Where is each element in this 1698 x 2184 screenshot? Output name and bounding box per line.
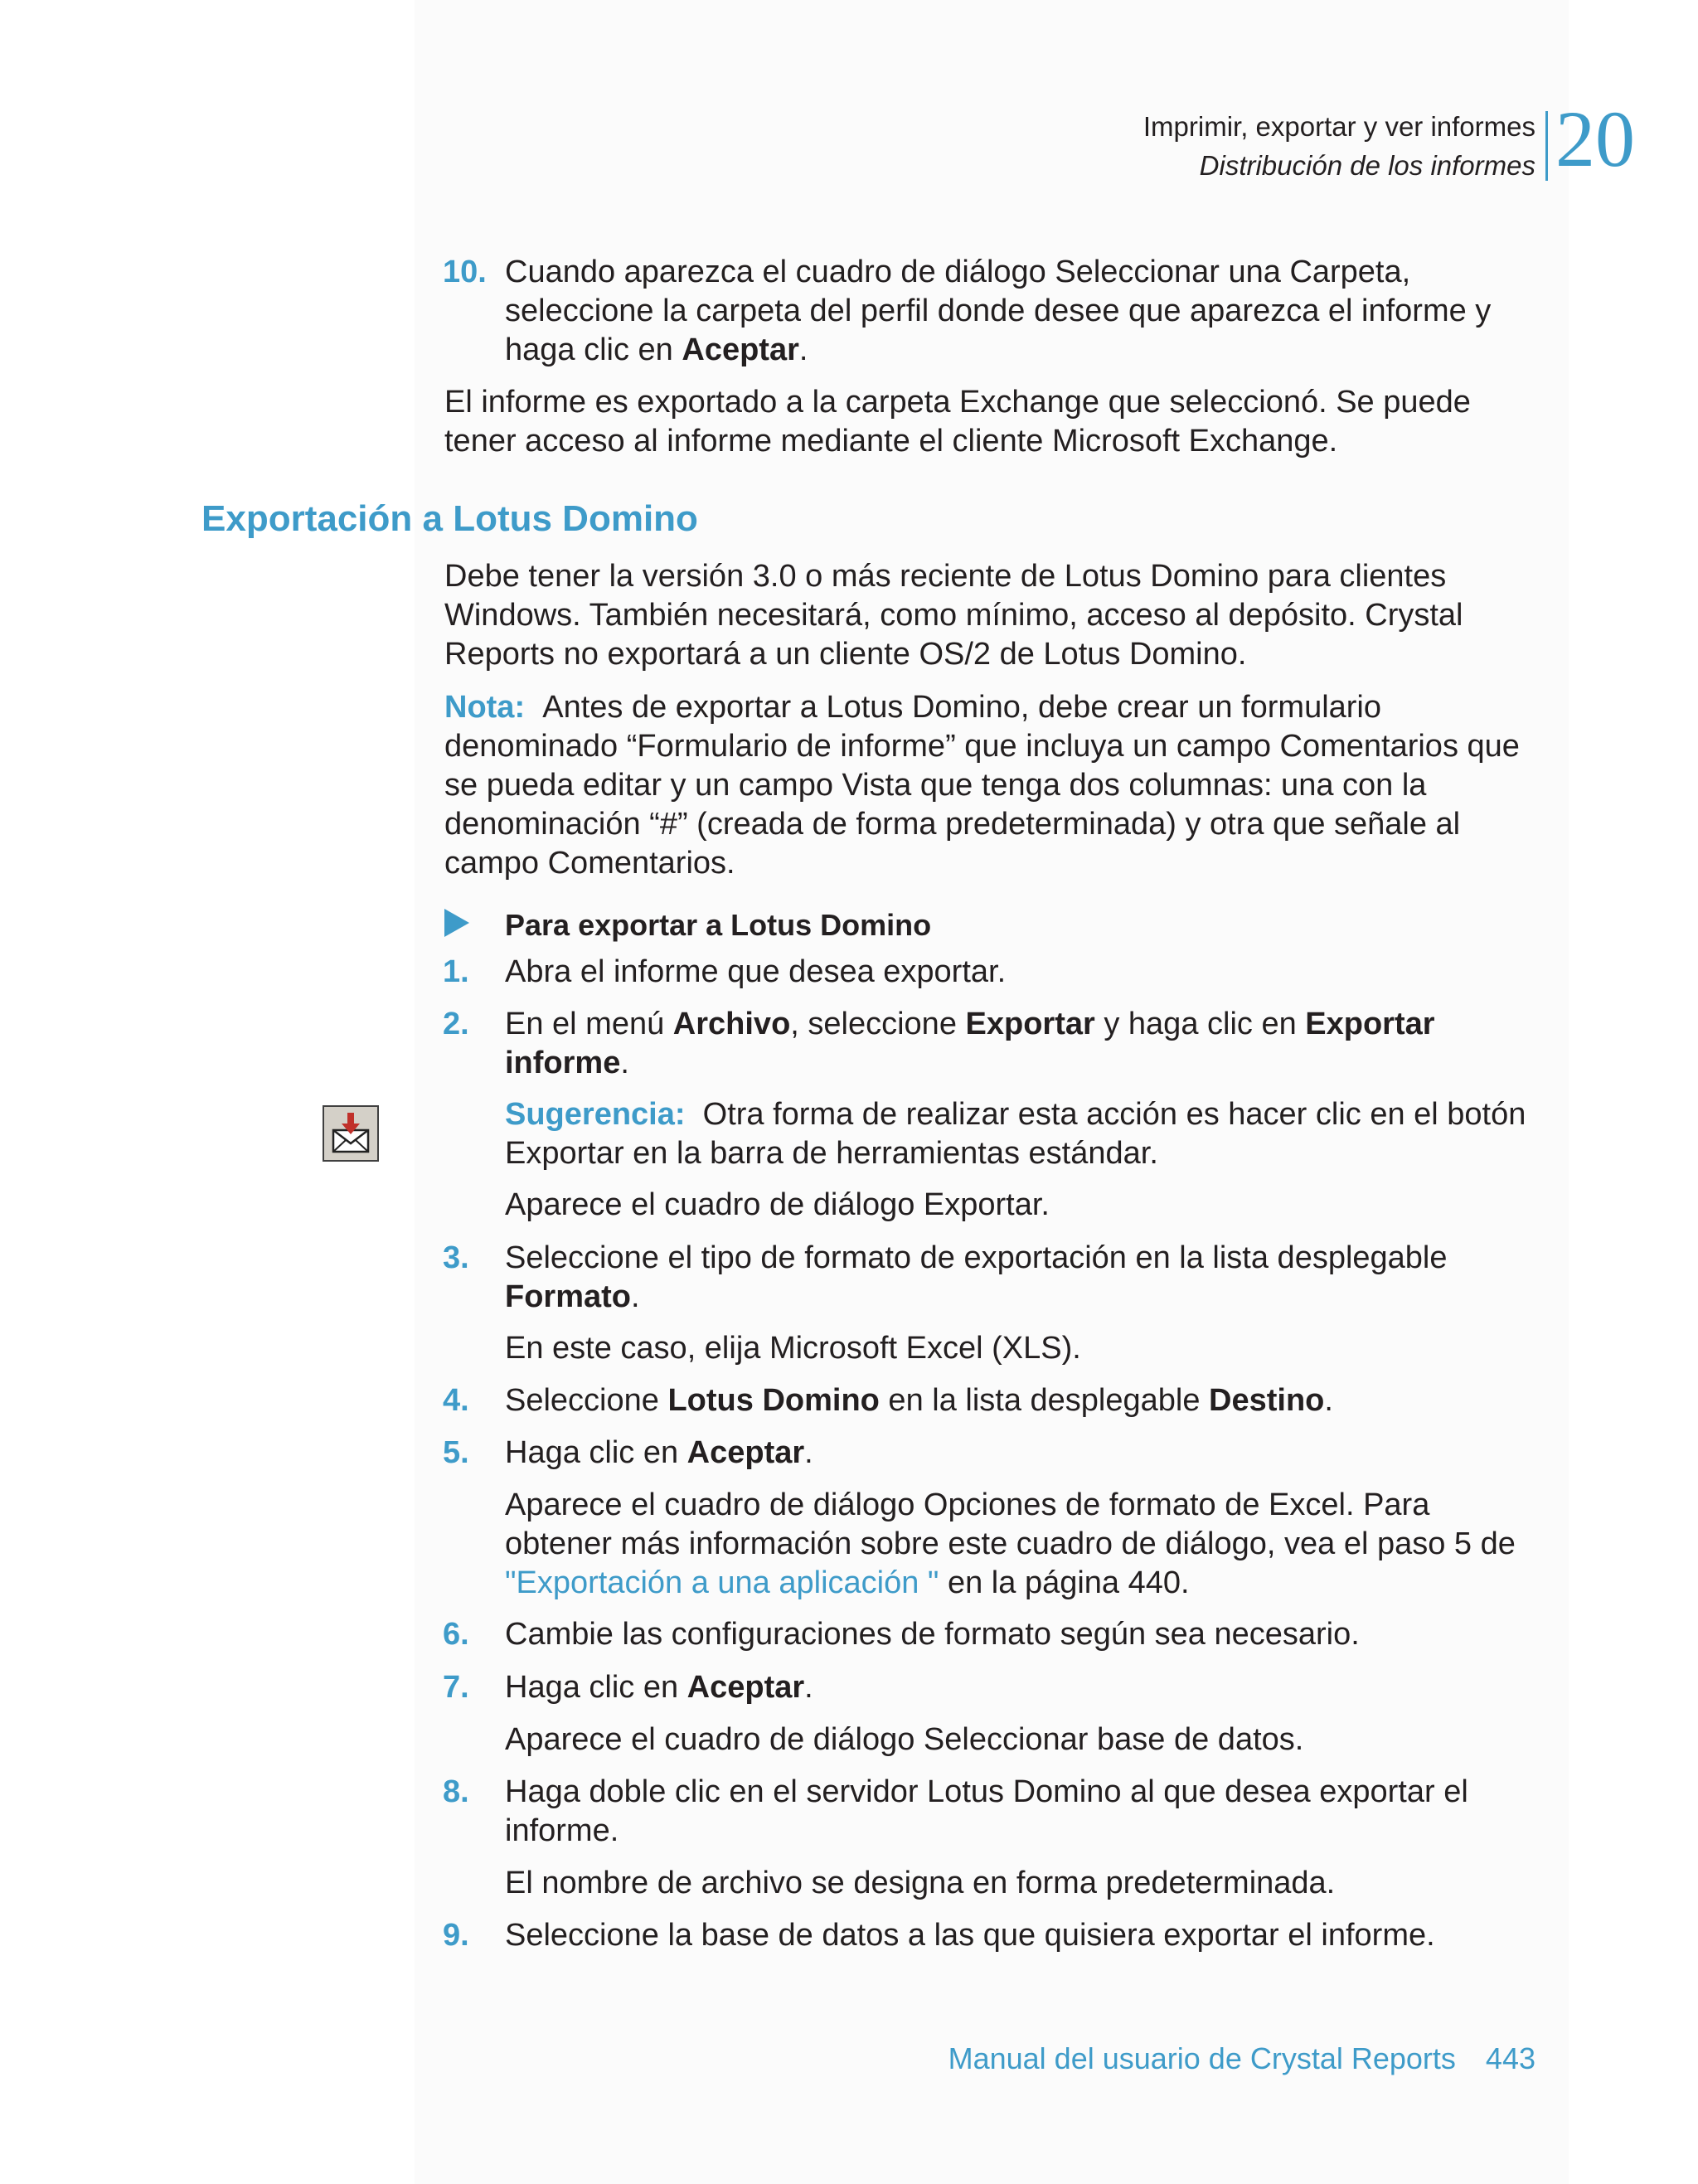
- header-divider: [1545, 111, 1548, 181]
- step-number: 4.: [443, 1383, 469, 1418]
- tip-label: Sugerencia:: [505, 1097, 686, 1132]
- note-paragraph: Nota: Antes de exportar a Lotus Domino, debe crear un formulario denominado “Formulario de informe” que incluya un campo Comentarios que se pueda editar y un campo Vista que tenga dos columnas: una con la denominación “#” (creada de forma predeterminada) y otra que señale al campo Comentarios.: [444, 690, 1520, 881]
- step-number: 2.: [443, 1007, 469, 1041]
- step-text: Cuando aparezca el cuadro de diálogo Seleccionar una Carpeta, seleccione la carpeta del perfil donde desee que aparezca el informe y haga clic en Aceptar.: [505, 255, 1492, 367]
- step-result: Aparece el cuadro de diálogo Seleccionar base de datos.: [505, 1722, 1304, 1757]
- footer-title: Manual del usuario de Crystal Reports: [948, 2041, 1456, 2075]
- tip-paragraph: Sugerencia: Otra forma de realizar esta acción es hacer clic en el botón Exportar en la barra de herramientas estándar.: [505, 1097, 1526, 1171]
- step-text: Haga doble clic en el servidor Lotus Domino al que desea exportar el informe.: [505, 1774, 1468, 1848]
- envelope-arrow-icon: [324, 1107, 377, 1160]
- step-result: Aparece el cuadro de diálogo Exportar.: [505, 1187, 1050, 1222]
- step-text: Haga clic en Aceptar.: [505, 1435, 813, 1470]
- step-number: 9.: [443, 1918, 469, 1953]
- step-text: En el menú Archivo, seleccione Exportar y haga clic en Exportar informe.: [505, 1007, 1435, 1080]
- procedure-arrow-icon: [444, 909, 469, 937]
- step-result: Aparece el cuadro de diálogo Opciones de formato de Excel. Para obtener más información sobre este cuadro de diálogo, vea el paso 5 de "Exportación a una aplicación " en la página 440.: [505, 1488, 1516, 1600]
- step-text: Abra el informe que desea exportar.: [505, 954, 1007, 989]
- page-footer: [948, 2041, 1535, 2076]
- step-text: Cambie las configuraciones de formato según sea necesario.: [505, 1617, 1360, 1652]
- step-text: Seleccione la base de datos a las que quisiera exportar el informe.: [505, 1918, 1435, 1953]
- note-label: Nota:: [444, 690, 526, 725]
- cross-reference-link[interactable]: "Exportación a una aplicación ": [505, 1565, 939, 1600]
- step-number: 10.: [443, 255, 487, 289]
- step-result: El nombre de archivo se designa en forma predeterminada.: [505, 1866, 1336, 1900]
- step-number: 8.: [443, 1774, 469, 1809]
- step-number: 3.: [443, 1240, 469, 1275]
- running-header-subtitle: Distribución de los informes: [1199, 150, 1535, 181]
- step-text: Haga clic en Aceptar.: [505, 1670, 813, 1705]
- procedure-title: Para exportar a Lotus Domino: [505, 908, 932, 942]
- step-text: Seleccione el tipo de formato de exportación en la lista desplegable Formato.: [505, 1240, 1448, 1314]
- step-number: 6.: [443, 1617, 469, 1652]
- step-number: 1.: [443, 954, 469, 989]
- page-number: 443: [1485, 2041, 1535, 2075]
- running-header-title: Imprimir, exportar y ver informes: [1143, 111, 1535, 142]
- step-number: 5.: [443, 1435, 469, 1470]
- step-result: En este caso, elija Microsoft Excel (XLS).: [505, 1331, 1081, 1366]
- chapter-number: 20: [1555, 95, 1635, 183]
- step-number: 7.: [443, 1670, 469, 1705]
- intro-paragraph: Debe tener la versión 3.0 o más reciente de Lotus Domino para clientes Windows. También necesitará, como mínimo, acceso al depósito. Crystal Reports no exportará a un cliente OS/2 de Lotus Domino.: [444, 559, 1463, 672]
- step-text: Seleccione Lotus Domino en la lista desplegable Destino.: [505, 1383, 1333, 1418]
- export-icon: [323, 1105, 379, 1162]
- exchange-paragraph: El informe es exportado a la carpeta Exchange que seleccionó. Se puede tener acceso al informe mediante el cliente Microsoft Exchange.: [444, 385, 1471, 459]
- section-heading: Exportación a Lotus Domino: [201, 498, 698, 539]
